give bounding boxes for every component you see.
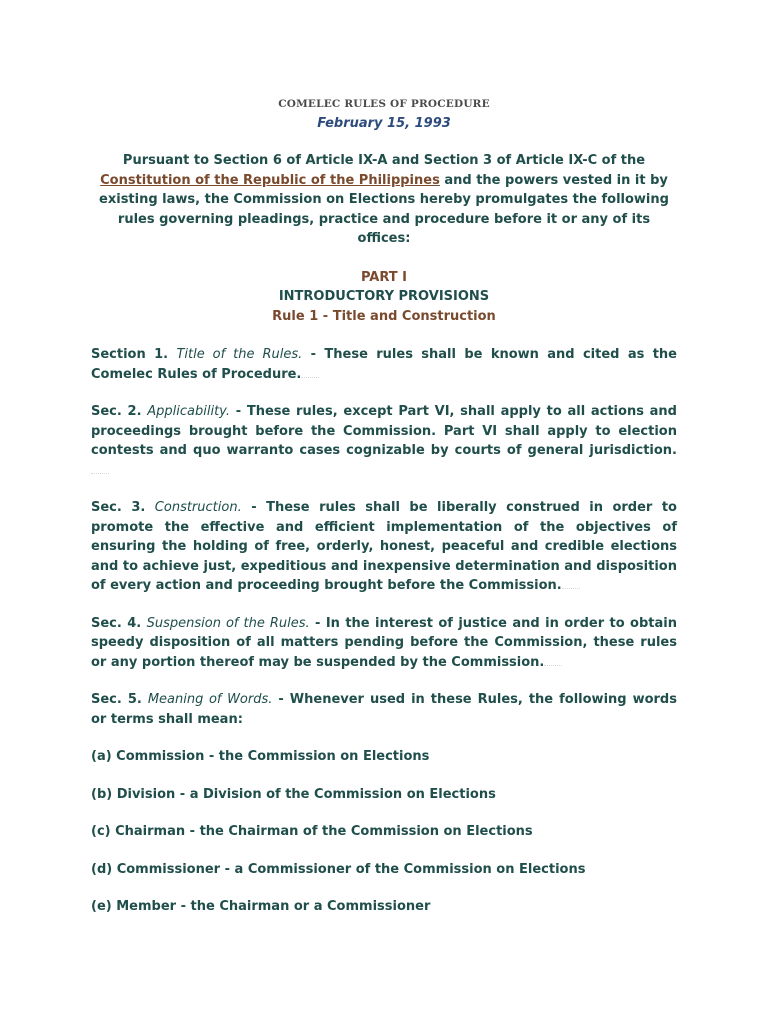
preamble <box>91 151 677 249</box>
definition-d: (d) Commissioner - a Commissioner of the Commission on Elections <box>91 861 586 877</box>
part-label: PART I <box>360 269 408 285</box>
section-text: - These rules shall be known and cited as the Comelec Rules of Procedure. <box>91 347 677 382</box>
section-label: Sec. 3. <box>91 500 155 515</box>
section-text: - Whenever used in these Rules, the following words or terms shall mean: <box>91 692 677 727</box>
rule-heading: Rule 1 - Title and Construction <box>272 308 496 324</box>
section-2 <box>91 402 677 480</box>
section-label: Sec. 5. <box>91 692 148 707</box>
section-text: - In the interest of justice and in order to obtain speedy disposition of all matters pending before the Commission, these rules or any portion thereof may be suspended by the Commission. <box>91 615 677 670</box>
section-5 <box>91 690 677 729</box>
preamble-text-end: and the powers vested in it by existing laws, the Commission on Elections hereby promulgates the following rules governing pleadings, practice and procedure before it or any of its offices: <box>99 172 669 246</box>
section-text: - These rules, except Part VI, shall apply to all actions and proceedings brought before the Commission. Part VI shall apply to election contests and quo warranto cases cognizable by courts of general jurisdiction. <box>91 404 677 458</box>
document-page <box>91 96 677 917</box>
trailing-space <box>544 664 562 666</box>
section-title: Meaning of Words. <box>147 692 273 707</box>
section-title: Applicability. <box>147 404 230 419</box>
trailing-space <box>562 587 580 589</box>
definition-c: (c) Chairman - the Chairman of the Commission on Elections <box>91 824 533 839</box>
preamble-text-start: Pursuant to Section 6 of Article IX-A and Section 3 of Article IX-C of the <box>122 153 646 168</box>
definition-a: (a) Commission - the Commission on Elections <box>91 749 430 764</box>
section-title: Title of the Rules. <box>176 347 303 362</box>
document-date: February 15, 1993 <box>317 116 451 131</box>
trailing-space <box>301 376 319 378</box>
section-title: Construction. <box>154 500 242 515</box>
part-name: INTRODUCTORY PROVISIONS <box>278 289 490 304</box>
section-text: - These rules shall be liberally construed in order to promote the effective and efficient implementation of the objectives of ensuring the holding of free, orderly, honest, peaceful and credible elections and to achieve just, expeditious and inexpensive determination and disposition of every action and proceeding brought before the Commission. <box>91 500 677 593</box>
document-title: COMELEC RULES OF PROCEDURE <box>278 98 490 110</box>
part-heading <box>91 268 677 327</box>
section-4 <box>91 614 677 673</box>
trailing-space <box>91 472 109 474</box>
section-label: Section 1. <box>91 347 177 362</box>
section-label: Sec. 2. <box>91 404 148 419</box>
definition-e: (e) Member - the Chairman or a Commissioner <box>91 899 431 914</box>
section-3 <box>91 498 677 596</box>
section-label: Sec. 4. <box>91 615 147 631</box>
definition-b: (b) Division - a Division of the Commission on Elections <box>91 786 496 802</box>
constitution-link[interactable]: Constitution of the Republic of the Philippines <box>100 172 440 188</box>
section-1 <box>91 345 677 384</box>
section-title: Suspension of the Rules. <box>146 615 310 631</box>
